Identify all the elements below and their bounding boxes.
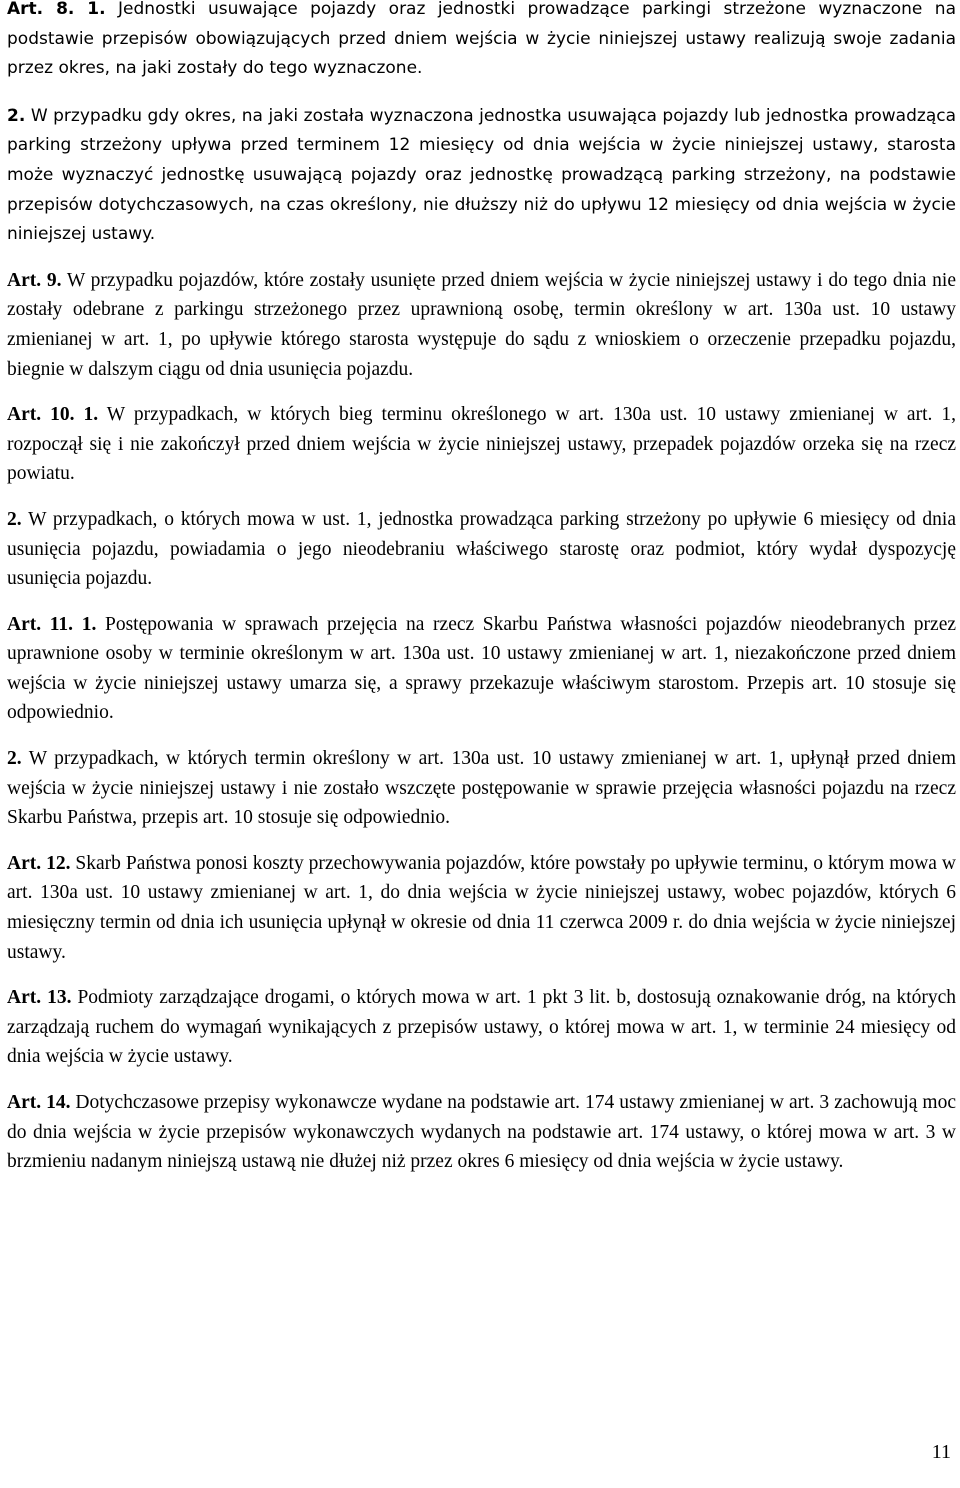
page-number: 11 [931, 1441, 951, 1463]
paragraph-label: Art. 11. 1. [7, 613, 97, 635]
paragraph-text: Postępowania w sprawach przejęcia na rzecz Skarbu Państwa własności pojazdów nieodebranych przez uprawnione osoby w terminie określonym w art. 130a ust. 10 ustawy zmienianej w art. 1, niezakończone przed dniem wejścia w życie niniejszej ustawy umarza się, a sprawy przekazuje właściwym starostom. Przepis art. 10 stosuje się odpowiednio. [7, 613, 957, 724]
document-page [7, 0, 956, 1177]
paragraph-text: Dotychczasowe przepisy wykonawcze wydane na podstawie art. 174 ustawy zmienianej w art. 3 zachowują moc do dnia wejścia w życie przepisów wykonawczych wydanych na podstawie art. 174 ustawy, o której mowa w art. 3 w brzmieniu nadanym niniejszą ustawą nie dłużej niż przez okres 6 miesięcy od dnia wejścia w życie ustawy. [7, 1092, 956, 1173]
paragraph-art-8-1 [7, 0, 956, 84]
paragraph-text: Podmioty zarządzające drogami, o których mowa w art. 1 pkt 3 lit. b, dostosują oznakowanie dróg, na których zarządzają ruchem do wymagań wynikających z przepisów ustawy, o której mowa w art. 1, w terminie 24 miesięcy od dnia wejścia w życie ustawy. [7, 987, 957, 1068]
paragraph-art-11-1 [7, 610, 956, 728]
paragraph-art-12 [7, 849, 956, 967]
paragraph-text: W przypadkach, o których mowa w ust. 1, jednostka prowadząca parking strzeżony po upływie 6 miesięcy od dnia usunięcia pojazdu, powiadamia o jego nieodebraniu właściwego starostę oraz podmiot, który wydał dyspozycję usunięcia pojazdu. [7, 508, 957, 590]
paragraph-label: Art. 8. 1. [7, 0, 106, 19]
paragraph-label: Art. 14. [7, 1092, 71, 1113]
paragraph-art-10-2 [7, 505, 956, 594]
paragraph-art-10-1 [7, 400, 956, 489]
paragraph-art-11-2 [7, 744, 956, 833]
paragraph-text: W przypadku pojazdów, które zostały usunięte przed dniem wejścia w życie niniejszej ustawy i do tego dnia nie zostały odebrane z parkingu strzeżonego przez uprawnioną osobę, termin określony w art. 130a ust. 10 ustawy zmienianej w art. 1, po upływie którego starosta występuje do sądu z wnioskiem o orzeczenie przepadku pojazdu, biegnie w dalszym ciągu od dnia usunięcia pojazdu. [7, 269, 956, 380]
paragraph-label: Art. 9. [7, 269, 62, 291]
paragraph-label: Art. 12. [7, 852, 71, 874]
paragraph-label: 2. [7, 105, 26, 126]
paragraph-art-13 [7, 983, 956, 1072]
paragraph-text: W przypadkach, w których bieg terminu określonego w art. 130a ust. 10 ustawy zmienianej w art. 1, rozpoczął się i nie zakończył przed dniem wejścia w życie niniejszej ustawy, przepadek pojazdów orzeka się na rzecz powiatu. [7, 404, 956, 485]
paragraph-text: Skarb Państwa ponosi koszty przechowywania pojazdów, które powstały po upływie terminu, o którym mowa w art. 130a ust. 10 ustawy zmienianej w art. 1, do dnia wejścia w życie niniejszej ustawy, wobec pojazdów, których 6 miesięczny termin od dnia ich usunięcia upłynął w okresie od dnia 11 czerwca 2009 r. do dnia wejścia w życie niniejszej ustawy. [7, 852, 956, 963]
paragraph-label: Art. 13. [7, 987, 72, 1009]
paragraph-art-9 [7, 266, 956, 384]
paragraph-label: Art. 10. 1. [7, 404, 99, 426]
paragraph-text: W przypadku gdy okres, na jaki została wyznaczona jednostka usuwająca pojazdy lub jednostka prowadząca parking strzeżony upływa przed terminem 12 miesięcy od dnia wejścia w życie niniejszej ustawy, starosta może wyznaczyć jednostkę usuwającą pojazdy oraz jednostkę prowadzącą parking strzeżony, na podstawie przepisów dotychczasowych, na czas określony, nie dłuższy niż do upływu 12 miesięcy od dnia wejścia w życie niniejszej ustawy. [7, 105, 956, 245]
paragraph-label: 2. [7, 748, 22, 770]
paragraph-text: Jednostki usuwające pojazdy oraz jednostki prowadzące parkingi strzeżone wyznaczone na podstawie przepisów obowiązujących przed dniem wejścia w życie niniejszej ustawy realizują swoje zadania przez okres, na jaki zostały do tego wyznaczone. [7, 0, 956, 79]
paragraph-art-8-2 [7, 102, 956, 250]
paragraph-art-14 [7, 1088, 956, 1177]
paragraph-label: 2. [7, 508, 22, 530]
paragraph-text: W przypadkach, w których termin określony w art. 130a ust. 10 ustawy zmienianej w art. 1, upłynął przed dniem wejścia w życie niniejszej ustawy i nie zostało wszczęte postępowanie w sprawie przejęcia własności pojazdu na rzecz Skarbu Państwa, przepis art. 10 stosuje się odpowiednio. [7, 748, 956, 829]
